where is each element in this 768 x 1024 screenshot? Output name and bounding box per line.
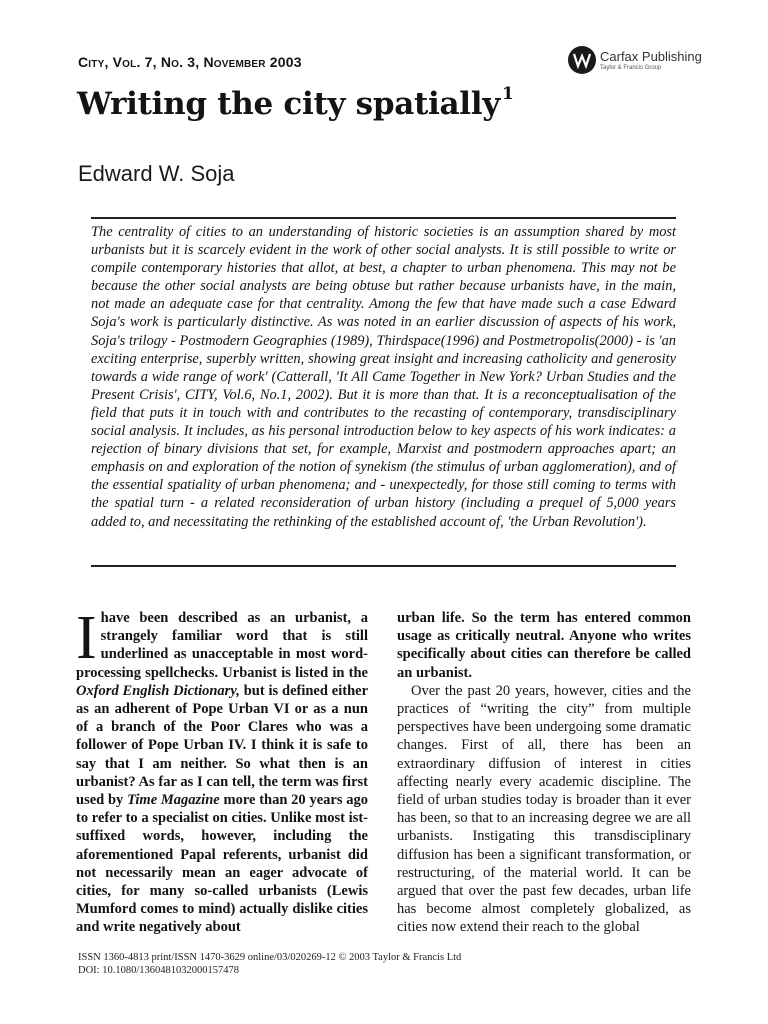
abstract: The centrality of cities to an understanding of historic societies is an assumption shared by most urbanists but it is scarcely evident in the work of other social analysts. It is still possible to write or compile contemporary histories that allot, at best, a chapter to urban phenomena. This may not be because the other social analysts are being obtuse but rather because urbanists have, in the main, not made an adequate case for that centrality. Among the few that have made such a case Edward Soja's work is particularly distinctive. As was noted in an earlier discussion of aspects of his work, Soja's trilogy - Postmodern Geographies (1989), Thirdspace(1996) and Postmetropolis(2000) - is 'an exciting enterprise, superbly written, showing great insight and increasing catholicity and generosity towards a wide range of work' (Catterall, 'It All Came Together in New York? Urban Studies and the Present Crisis', CITY, Vol.6, No.1, 2002). But it is more than that. It is a reconceptualisation of the field that puts it in touch with and contributes to the recasting of contemporary, transdisciplinary social analysis. It includes, as his personal introduction below to key aspects of his work indicates: a rejection of binary divisions that set, for example, Marxist and postmodern approaches apart; an emphasis on and exploration of the notion of synekism (the stimulus of urban agglomeration), and of the essential spatiality of urban phenomena; and - unexpectedly, for those still coming to terms with the spatial turn - a related reconsideration of urban history (including a prequel of 5,000 years added to, and necessitating the rethinking of the established account of, 'the Urban Revolution'). xyxy=(91,224,676,530)
publisher-block xyxy=(568,46,702,74)
abstract-bottom-rule xyxy=(91,565,676,567)
issn-line: ISSN 1360-4813 print/ISSN 1470-3629 online/03/020269-12 © 2003 Taylor & Francis Ltd xyxy=(78,952,462,963)
body-column-left xyxy=(76,604,369,937)
footer xyxy=(78,951,461,977)
abstract-top-rule xyxy=(91,217,676,219)
publisher-subtitle: Taylor & Francis Group xyxy=(600,64,662,71)
body-column-right xyxy=(397,609,691,937)
article-title xyxy=(77,83,514,122)
doi-line[interactable]: DOI: 10.1080/1360481032000157478 xyxy=(78,965,239,976)
body-italic-title: Oxford English Dictionary, xyxy=(76,682,240,699)
title-footnote-mark[interactable]: 1 xyxy=(501,83,514,104)
publisher-name: Carfax Publishing xyxy=(600,48,702,64)
author-name: Edward W. Soja xyxy=(78,161,235,186)
body-text: more than 20 years ago to refer to a specialist on cities. Unlike most ist-suffixed words, however, including the aforementioned Papal referents, urbanist did not necessarily mean an eager advocate of cities, for many so-called urbanists (Lewis Mumford comes to mind) actually dislike cities and write negatively about xyxy=(76,792,368,936)
publisher-logo-icon xyxy=(568,46,596,74)
body-italic-title: Time Magazine xyxy=(127,792,220,809)
title-text: Writing the city spatially xyxy=(77,86,500,122)
drop-cap: I xyxy=(76,604,97,672)
body-text-bold: urban life. So the term has entered common usage as critically neutral. Anyone who writes specifically about cities can therefore be called an urbanist. xyxy=(397,610,691,681)
body-paragraph: Over the past 20 years, however, cities and the practices of “writing the city” from multiple perspectives have been undergoing some dramatic changes. First of all, there has been an extraordinary diffusion of interest in cities affecting nearly every academic discipline. The field of urban studies today is broader than it ever has been, so that to an increasing degree we are all urbanists. Instigating this transdisciplinary diffusion has been a significant transformation, or restructuring, of the material world. It can be argued that over the past few decades, urban life has become almost completely globalized, as cities now extend their reach to the global xyxy=(397,682,691,936)
body-text: but is defined either as an adherent of Pope Urban VI or as a nun of a branch of the Poor Clares who was a follower of Pope Urban IV. I think it is safe to say that I am neither. So what then is an urbanist? As far as I can tell, the term was first used by xyxy=(76,682,369,809)
body-text: have been described as an urbanist, a strangely familiar word that is still underlined as unacceptable in most word-processing spellchecks. Urbanist is listed in the xyxy=(76,610,368,681)
journal-citation: City, Vol. 7, No. 3, November 2003 xyxy=(78,54,302,70)
